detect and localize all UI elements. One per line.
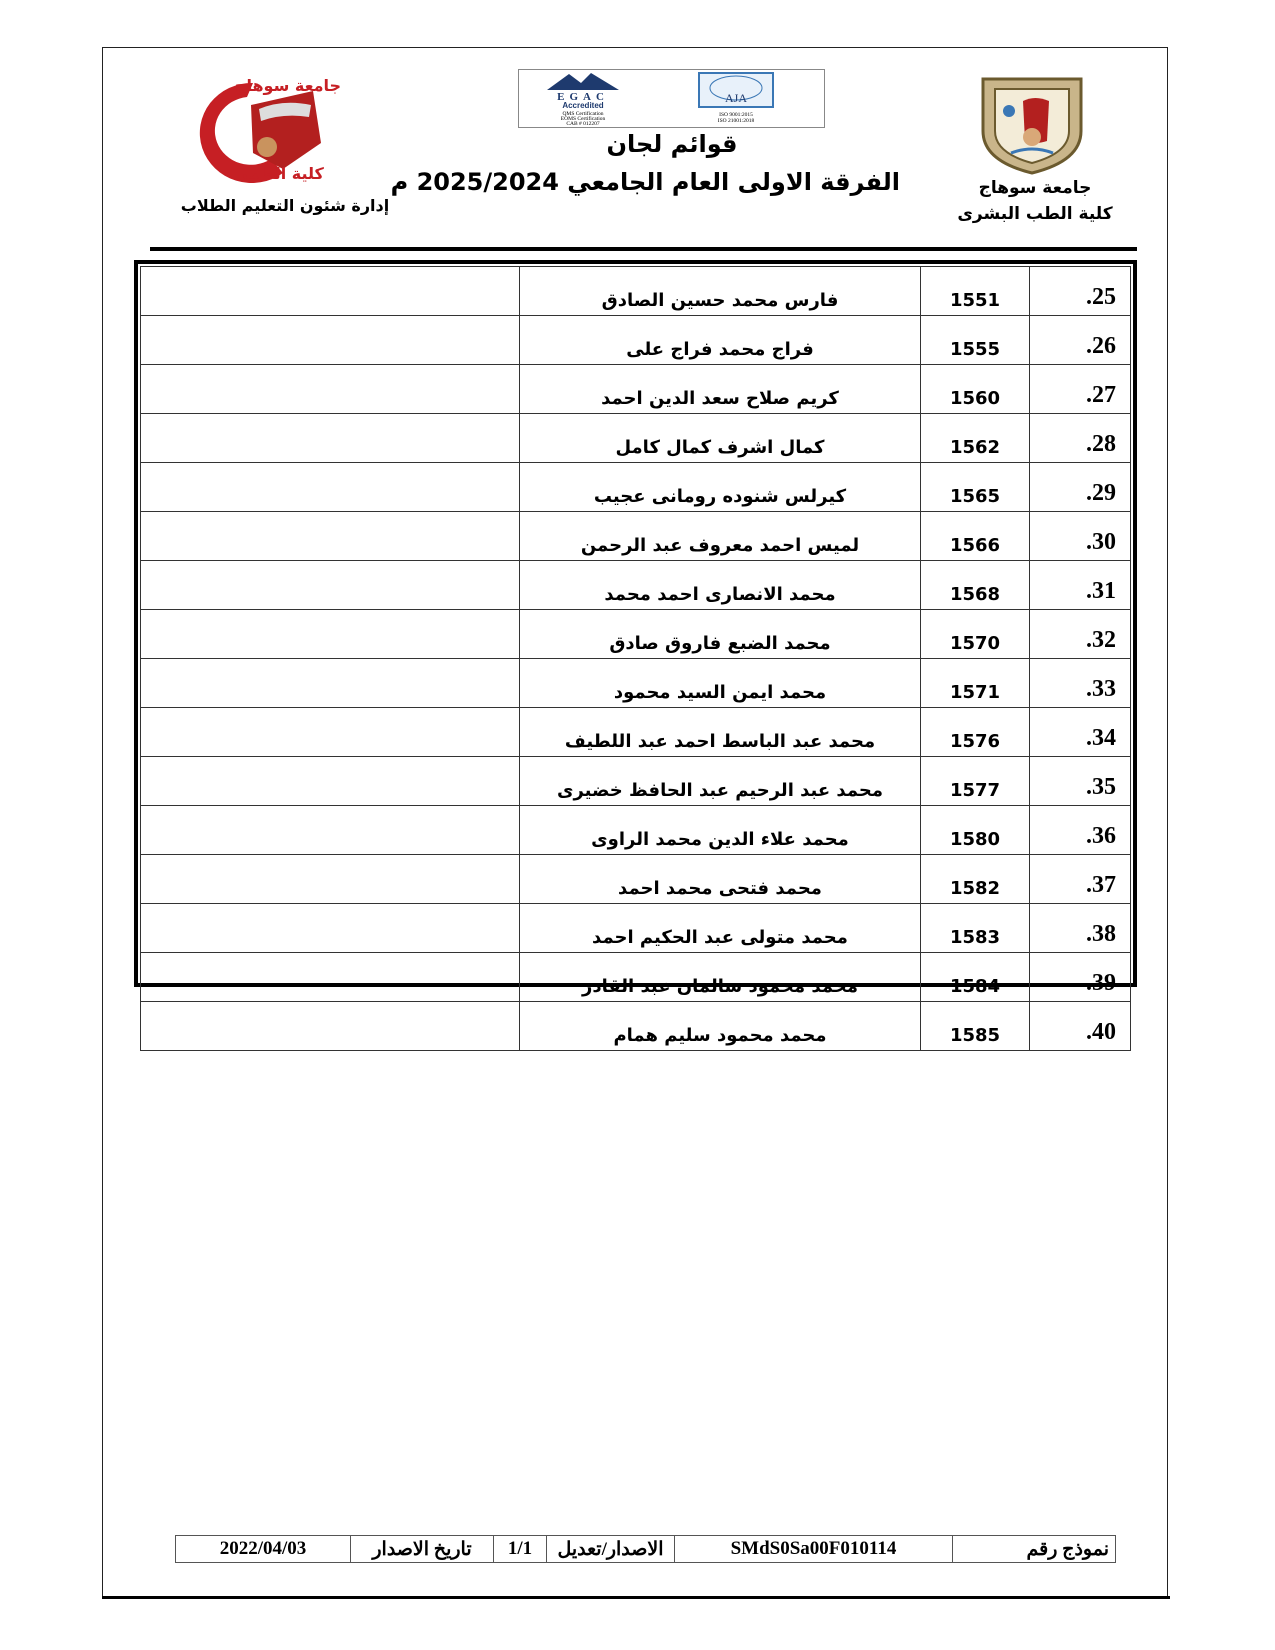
student-id: 1568 [921,561,1030,610]
table-row [141,365,1131,414]
student-name: محمد الانصارى احمد محمد [520,561,921,610]
row-number: .26 [1030,316,1131,365]
aja-line: ISO 9001:2015 [719,112,753,118]
notes-cell [141,463,520,512]
row-number: .29 [1030,463,1131,512]
header-divider [150,247,1137,251]
student-id: 1582 [921,855,1030,904]
row-number: .38 [1030,904,1131,953]
notes-cell [141,267,520,316]
university-name: جامعة سوهاج [978,178,1092,198]
student-name: محمد عبد الرحيم عبد الحافظ خضيرى [520,757,921,806]
aja-line: ISO 21001:2018 [717,118,755,124]
row-number: .40 [1030,1002,1131,1051]
notes-cell [141,904,520,953]
student-name: محمد فتحى محمد احمد [520,855,921,904]
row-number: .30 [1030,512,1131,561]
student-id: 1585 [921,1002,1030,1051]
faculty-of-medicine-logo [163,73,347,184]
logo-text: جامعة سوهاج [234,76,342,95]
notes-cell [141,659,520,708]
notes-cell [141,414,520,463]
student-name: كريم صلاح سعد الدين احمد [520,365,921,414]
student-id: 1571 [921,659,1030,708]
issue-date-label: تاريخ الاصدار [351,1536,494,1563]
table-row [141,904,1131,953]
student-name: محمد متولى عبد الحكيم احمد [520,904,921,953]
notes-cell [141,806,520,855]
student-name: محمد محمود سليم همام [520,1002,921,1051]
notes-cell [141,561,520,610]
page-subtitle: الفرقة الاولى العام الجامعي 2025/2024 م [390,168,900,196]
row-number: .32 [1030,610,1131,659]
egac-line: EOMS Certification [560,116,606,122]
student-name: كمال اشرف كمال كامل [520,414,921,463]
row-number: .28 [1030,414,1131,463]
table-row [141,316,1131,365]
row-number: .25 [1030,267,1131,316]
student-id: 1583 [921,904,1030,953]
student-id: 1551 [921,267,1030,316]
sohag-university-seal-logo [975,71,1089,175]
egac-text: EGAC [557,91,609,103]
student-id: 1562 [921,414,1030,463]
table-row [141,708,1131,757]
table-row [141,267,1131,316]
student-id: 1565 [921,463,1030,512]
table-row [141,855,1131,904]
table-row [141,1002,1131,1051]
student-name: كيرلس شنوده رومانى عجيب [520,463,921,512]
student-id: 1576 [921,708,1030,757]
student-id: 1577 [921,757,1030,806]
egac-line: QMS Certification [562,111,604,117]
notes-cell [141,1002,520,1051]
table-row [141,806,1131,855]
certification-logos [518,69,825,128]
student-id: 1555 [921,316,1030,365]
table-row [141,953,1131,1002]
aja-text: AJA [724,91,748,105]
form-number: SMdS0Sa00F010114 [675,1536,953,1563]
student-name: محمد محمود سالمان عبد القادر [520,953,921,1002]
row-number: .27 [1030,365,1131,414]
notes-cell [141,708,520,757]
version: 1/1 [494,1536,547,1563]
egac-sub-text: Accredited [562,101,604,110]
row-number: .31 [1030,561,1131,610]
logo-text: كلية الطب [242,164,324,183]
notes-cell [141,512,520,561]
notes-cell [141,365,520,414]
student-id: 1560 [921,365,1030,414]
row-number: .33 [1030,659,1131,708]
row-number: .39 [1030,953,1131,1002]
student-name: محمد عبد الباسط احمد عبد اللطيف [520,708,921,757]
student-name: فراج محمد فراج على [520,316,921,365]
notes-cell [141,610,520,659]
student-list-table [134,260,1137,1046]
row-number: .36 [1030,806,1131,855]
table-row [141,561,1131,610]
notes-cell [141,953,520,1002]
table-row [141,610,1131,659]
student-name: محمد ايمن السيد محمود [520,659,921,708]
row-number: .37 [1030,855,1131,904]
student-name: لميس احمد معروف عبد الرحمن [520,512,921,561]
student-id: 1566 [921,512,1030,561]
notes-cell [141,855,520,904]
table-row [141,659,1131,708]
egac-aja-logo [519,70,824,127]
form-info-footer [175,1535,1116,1563]
table-row [141,463,1131,512]
row-number: .34 [1030,708,1131,757]
table-row [141,757,1131,806]
page-title: قوائم لجان [606,130,738,158]
student-id: 1584 [921,953,1030,1002]
table-row [141,414,1131,463]
notes-cell [141,316,520,365]
student-name: محمد علاء الدين محمد الراوى [520,806,921,855]
student-name: فارس محمد حسين الصادق [520,267,921,316]
student-id: 1570 [921,610,1030,659]
table-row [141,512,1131,561]
egac-line: CAB # 012207 [566,121,600,127]
notes-cell [141,757,520,806]
row-number: .35 [1030,757,1131,806]
faculty-name: كلية الطب البشرى [957,204,1113,224]
department-name: إدارة شئون التعليم الطلاب [180,196,390,215]
form-number-label: نموذج رقم [953,1536,1116,1563]
student-name: محمد الضبع فاروق صادق [520,610,921,659]
issue-date: 2022/04/03 [176,1536,351,1563]
version-label: الاصدار/تعديل [547,1536,675,1563]
page-bottom-rule [102,1596,1170,1599]
student-id: 1580 [921,806,1030,855]
